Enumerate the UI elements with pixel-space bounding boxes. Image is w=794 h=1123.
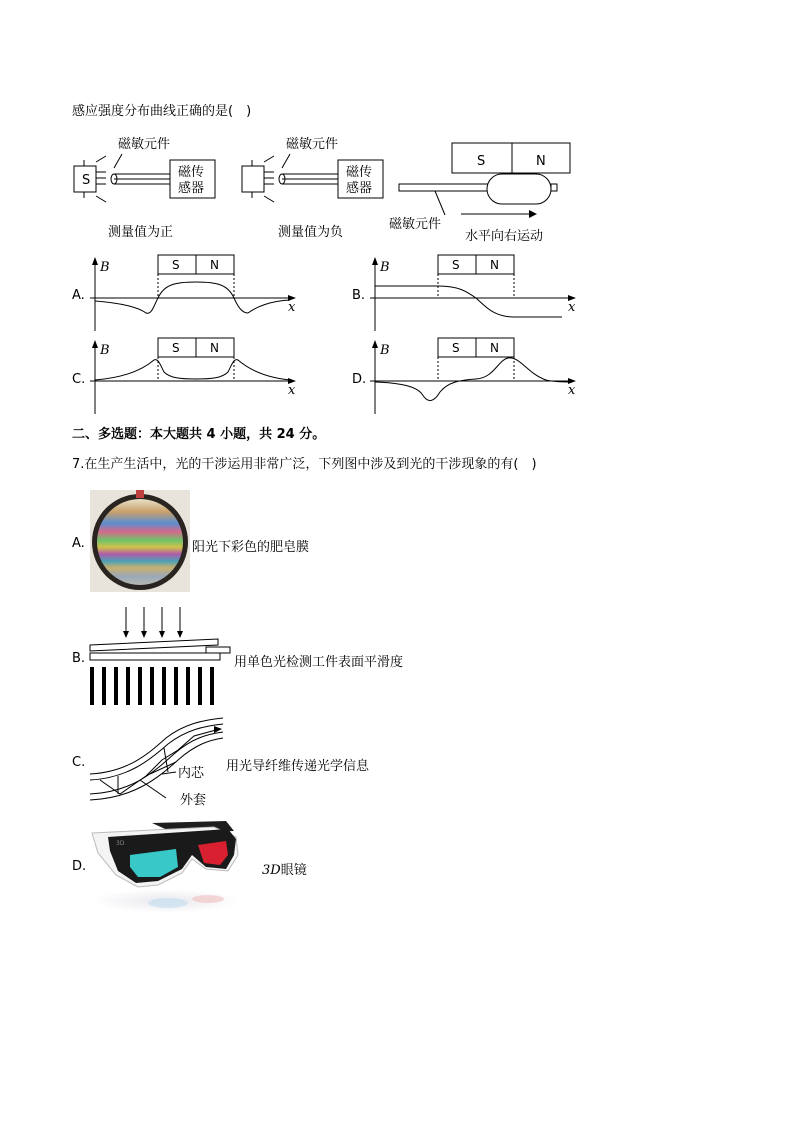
setup-middle-caption: 测量值为负 xyxy=(278,225,344,240)
q7-option-c-text: 用光导纤维传递光学信息 xyxy=(226,759,370,774)
graph-d-s: S xyxy=(452,341,460,355)
graph-a xyxy=(90,255,305,335)
q7-option-a-letter[interactable]: A. xyxy=(72,536,85,551)
q7-option-d-suffix: 眼镜 xyxy=(280,863,307,878)
graph-d-y-axis: B xyxy=(380,343,390,358)
graph-d-n: N xyxy=(490,341,499,355)
q7-option-c-letter[interactable]: C. xyxy=(72,755,86,770)
section-heading: 二、多选题：本大题共 4 小题，共 24 分。 xyxy=(72,427,326,442)
q7-option-d-text xyxy=(262,859,307,878)
setup-left-diagram xyxy=(70,130,230,245)
air-wedge-diagram xyxy=(88,605,233,705)
graph-b-x-axis: x xyxy=(568,300,576,315)
q7-option-b-letter[interactable]: B. xyxy=(72,651,86,666)
q7-option-a-text: 阳光下彩色的肥皂膜 xyxy=(192,540,310,555)
graph-c-y-axis: B xyxy=(100,343,110,358)
setup-middle-sensor-2: 感器 xyxy=(346,181,373,196)
setup-middle-diagram xyxy=(238,130,398,245)
setup-left-sensor-1: 磁传 xyxy=(178,165,205,180)
setup-right xyxy=(389,140,580,245)
graph-b-s: S xyxy=(452,258,460,272)
setup-right-element-label: 磁敏元件 xyxy=(389,217,442,232)
setup-right-pole-s: S xyxy=(477,154,486,169)
graph-c-n: N xyxy=(210,341,219,355)
setup-right-motion-label: 水平向右运动 xyxy=(465,229,544,244)
q7-option-d-letter[interactable]: D. xyxy=(72,859,87,874)
setup-left-caption: 测量值为正 xyxy=(108,225,174,240)
graph-b-option[interactable]: B. xyxy=(352,288,366,303)
graph-a-y-axis: B xyxy=(100,260,110,275)
graph-a-option[interactable]: A. xyxy=(72,288,85,303)
graph-c-option[interactable]: C. xyxy=(72,372,86,387)
setup-right-diagram xyxy=(389,140,580,245)
graph-b-n: N xyxy=(490,258,499,272)
setup-right-pole-n: N xyxy=(536,154,546,169)
soap-film-image xyxy=(90,490,190,592)
setup-middle xyxy=(238,130,398,245)
fiber-inner-label: 内芯 xyxy=(178,766,205,781)
graph-c xyxy=(90,338,305,418)
graph-a-x-axis: x xyxy=(288,300,296,315)
graph-c-s: S xyxy=(172,341,180,355)
graph-c-x-axis: x xyxy=(288,383,296,398)
3d-glasses-image xyxy=(88,815,243,915)
graph-b-y-axis: B xyxy=(380,260,390,275)
q7-option-d-prefix: 3D xyxy=(262,863,281,878)
setup-middle-sensor-1: 磁传 xyxy=(346,165,373,180)
graph-b xyxy=(370,255,585,335)
intro-text: 感应强度分布曲线正确的是( ) xyxy=(72,104,252,119)
setup-left xyxy=(70,130,230,245)
setup-left-sensor-2: 感器 xyxy=(178,181,205,196)
fiber-outer-label: 外套 xyxy=(180,793,207,808)
setup-left-pole: S xyxy=(82,173,91,188)
optical-fiber-diagram xyxy=(88,714,228,810)
q7-option-b-text: 用单色光检测工件表面平滑度 xyxy=(234,655,404,670)
graph-d-option[interactable]: D. xyxy=(352,372,367,387)
svg-text:3D: 3D xyxy=(116,840,125,847)
setup-middle-element-label: 磁敏元件 xyxy=(286,137,339,152)
graph-d xyxy=(370,338,585,418)
setup-left-element-label: 磁敏元件 xyxy=(118,137,171,152)
graph-d-x-axis: x xyxy=(568,383,576,398)
graph-a-s: S xyxy=(172,258,180,272)
graph-a-n: N xyxy=(210,258,219,272)
question7-stem: 7.在生产生活中，光的干涉运用非常广泛，下列图中涉及到光的干涉现象的有( ) xyxy=(72,457,537,472)
